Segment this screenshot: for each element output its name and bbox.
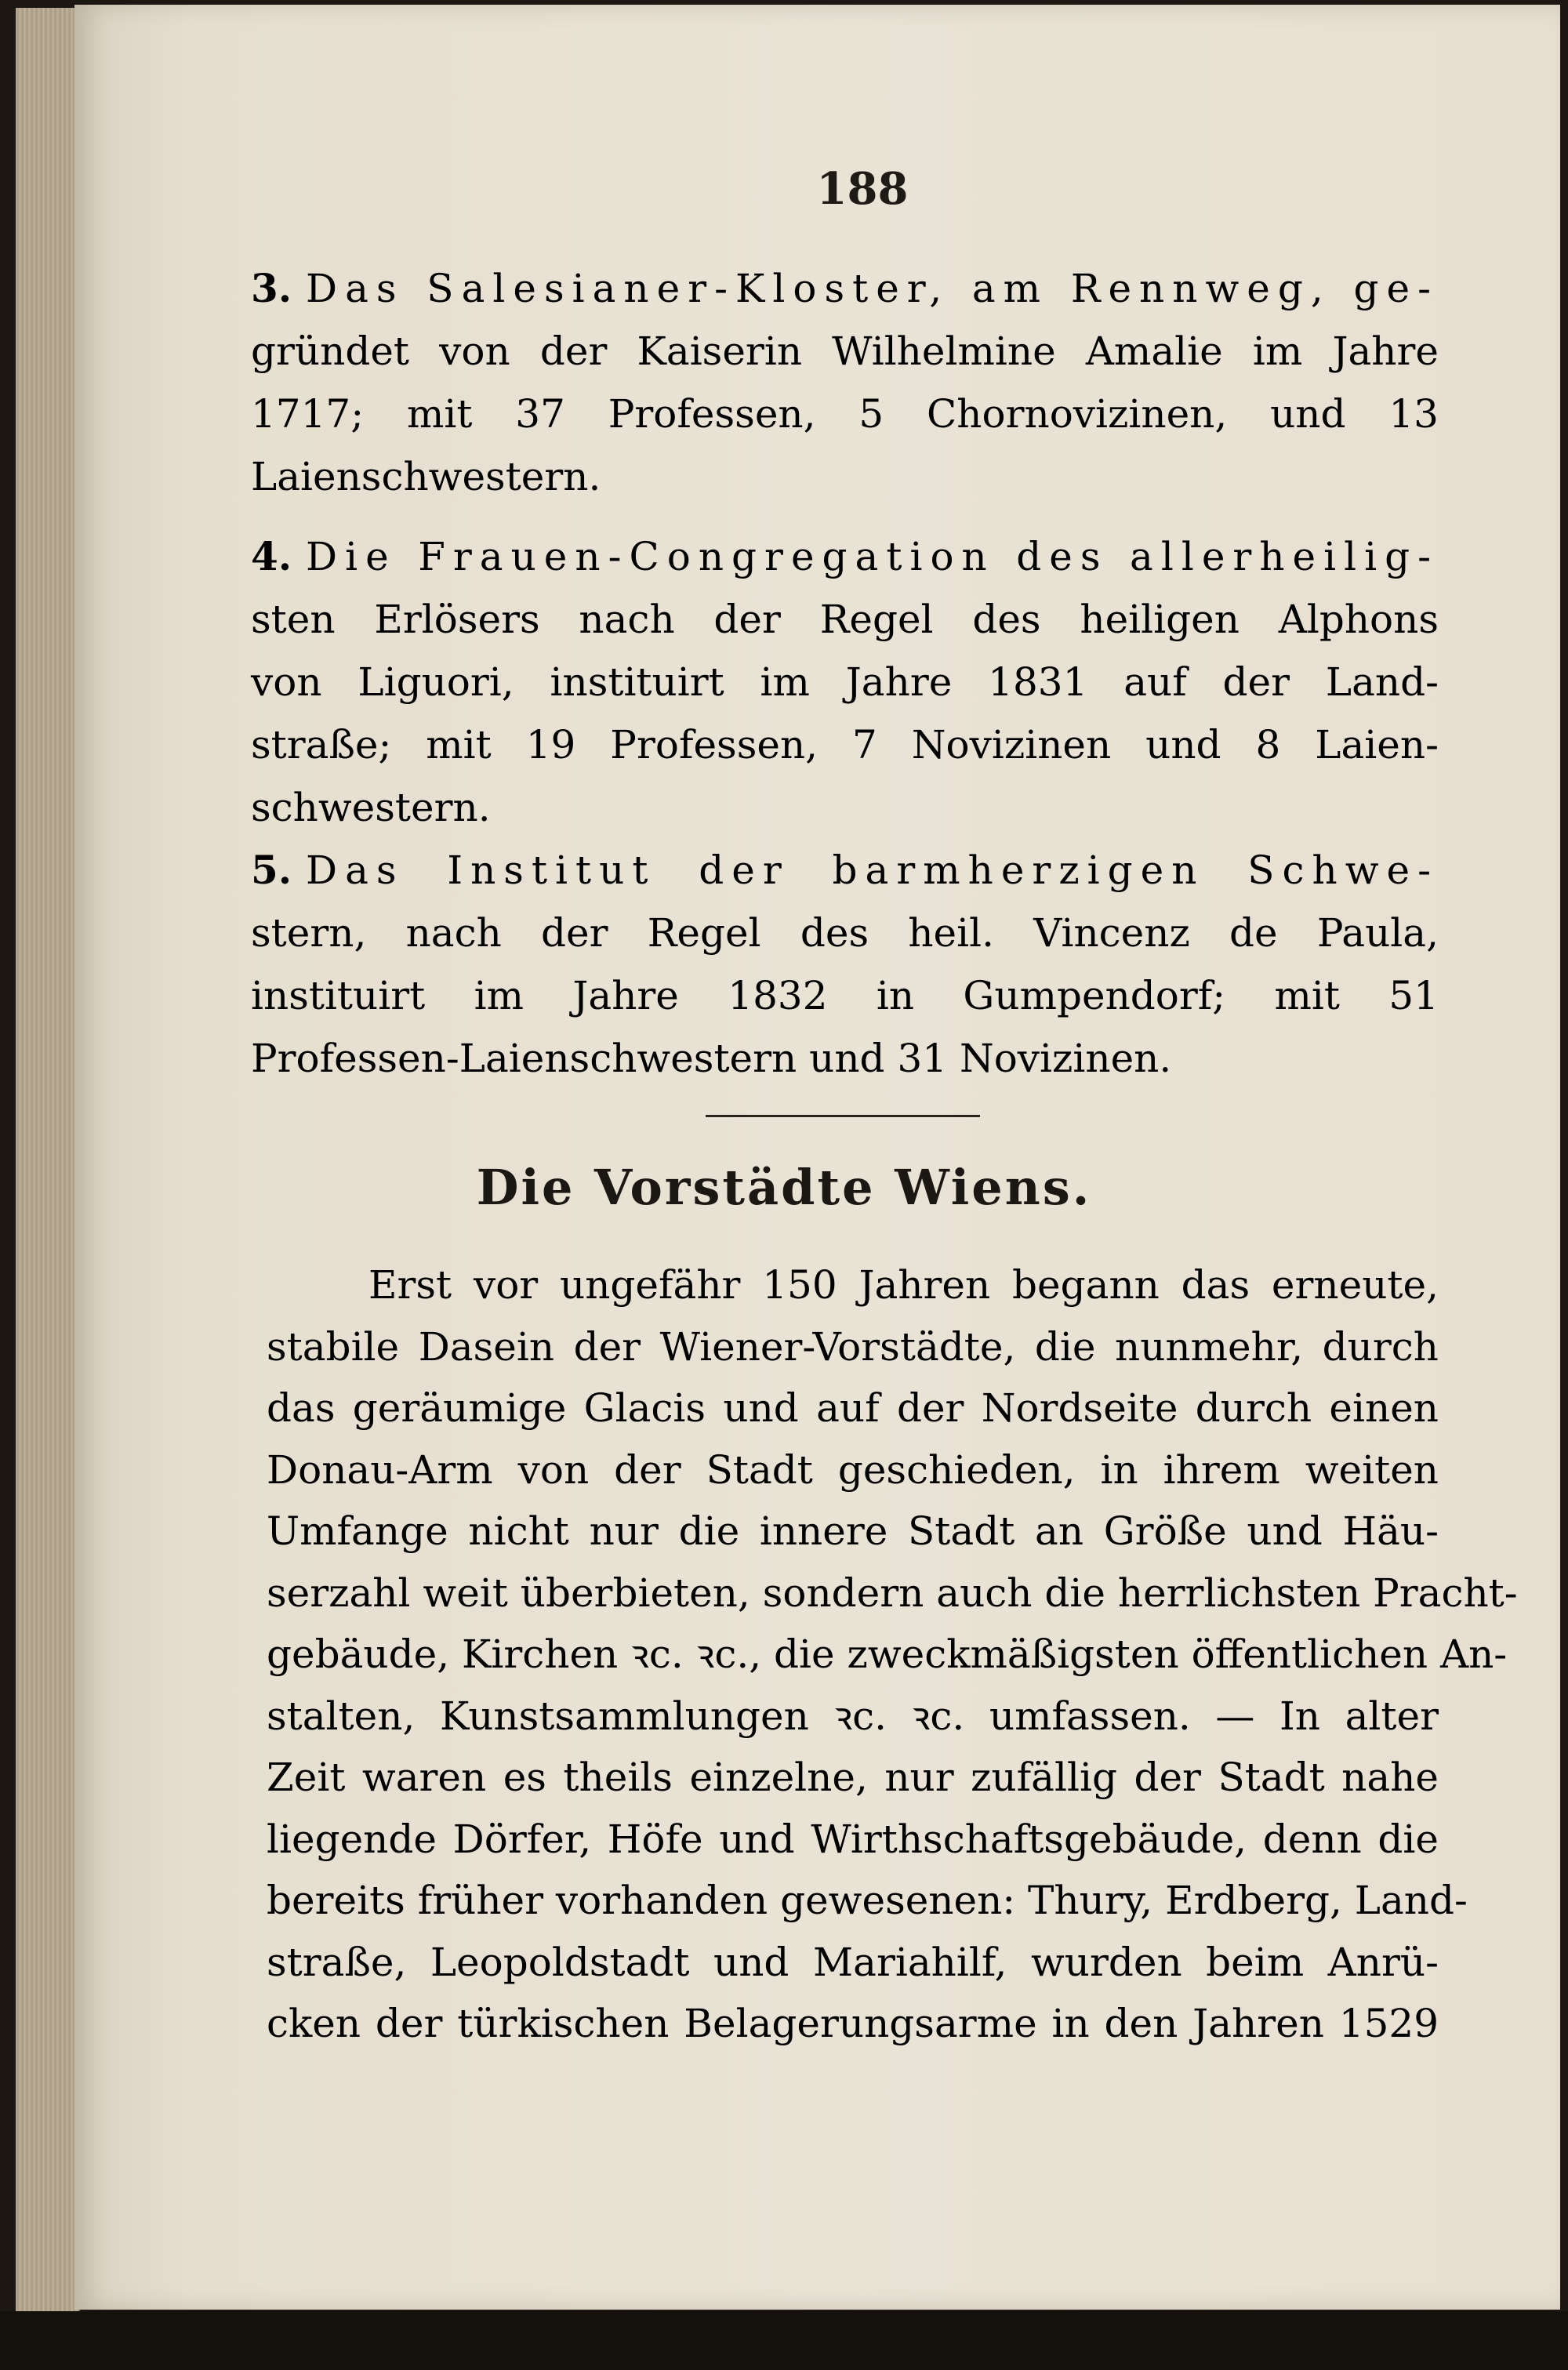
text-line: Umfange nicht nur die innere Stadt an Größe und Häu- bbox=[267, 1508, 1439, 1554]
text-line: gebäude, Kirchen ꝛc. ꝛc., die zweckmäßigsten öffentlichen An- bbox=[267, 1631, 1508, 1677]
body-paragraph bbox=[267, 1254, 1518, 2055]
text-line: Das Institut der barmherzigen Schwe- bbox=[306, 847, 1439, 893]
text-line: gründet von der Kaiserin Wilhelmine Amalie im Jahre bbox=[251, 328, 1439, 374]
text-line: Erst vor ungefähr 150 Jahren begann das erneute, bbox=[368, 1262, 1439, 1308]
text-line: Die Frauen-Congregation des allerheilig- bbox=[306, 534, 1439, 579]
text-line: Zeit waren es theils einzelne, nur zufällig der Stadt nahe bbox=[267, 1755, 1439, 1800]
text-line: 1717; mit 37 Professen, 5 Chornovizinen, und 13 bbox=[251, 391, 1439, 437]
text-line: schwestern. bbox=[251, 785, 491, 830]
text-line: Das Salesianer-Kloster, am Rennweg, ge- bbox=[306, 266, 1439, 311]
text-line: straße; mit 19 Professen, 7 Novizinen und 8 Laien- bbox=[251, 722, 1439, 768]
page-stack-edges bbox=[16, 8, 80, 2328]
text-line: stalten, Kunstsammlungen ꝛc. ꝛc. umfassen. — In alter bbox=[267, 1693, 1439, 1739]
list-item-3 bbox=[251, 257, 1439, 508]
section-divider bbox=[706, 1115, 980, 1117]
section-heading: Die Vorstädte Wiens. bbox=[476, 1159, 1092, 1216]
text-line: serzahl weit überbieten, sondern auch die herrlichsten Pracht- bbox=[267, 1570, 1518, 1616]
text-line: bereits früher vorhanden gewesenen: Thury, Erdberg, Land- bbox=[267, 1878, 1468, 1923]
list-item-4 bbox=[251, 525, 1439, 839]
text-line: Donau-Arm von der Stadt geschieden, in ihrem weiten bbox=[267, 1446, 1439, 1493]
text-line: stern, nach der Regel des heil. Vincenz de Paula, bbox=[251, 910, 1439, 956]
text-line: instituirt im Jahre 1832 in Gumpendorf; mit 51 bbox=[251, 973, 1439, 1018]
text-line: cken der türkischen Belagerungsarme in den Jahren 1529 bbox=[267, 2001, 1439, 2046]
text-line: Laienschwestern. bbox=[251, 454, 601, 499]
text-line: Professen-Laienschwestern und 31 Novizinen. bbox=[251, 1036, 1172, 1081]
text-line: stabile Dasein der Wiener-Vorstädte, die nunmehr, durch bbox=[267, 1323, 1439, 1370]
list-item-number: 4. bbox=[251, 533, 292, 579]
list-item-number: 5. bbox=[251, 847, 292, 893]
list-item-5 bbox=[251, 839, 1439, 1090]
text-line: liegende Dörfer, Höfe und Wirthschaftsgebäude, denn die bbox=[267, 1816, 1439, 1862]
text-line: von Liguori, instituirt im Jahre 1831 auf der Land- bbox=[251, 659, 1439, 705]
text-line: straße, Leopoldstadt und Mariahilf, wurden beim Anrü- bbox=[267, 1939, 1439, 1985]
text-line: das geräumige Glacis und auf der Nordseite durch einen bbox=[267, 1385, 1439, 1431]
list-item-number: 3. bbox=[251, 265, 292, 311]
text-line: sten Erlösers nach der Regel des heiligen Alphons bbox=[251, 597, 1439, 642]
scan-background-bottom bbox=[0, 2311, 1568, 2370]
page-number: 188 bbox=[816, 163, 909, 215]
